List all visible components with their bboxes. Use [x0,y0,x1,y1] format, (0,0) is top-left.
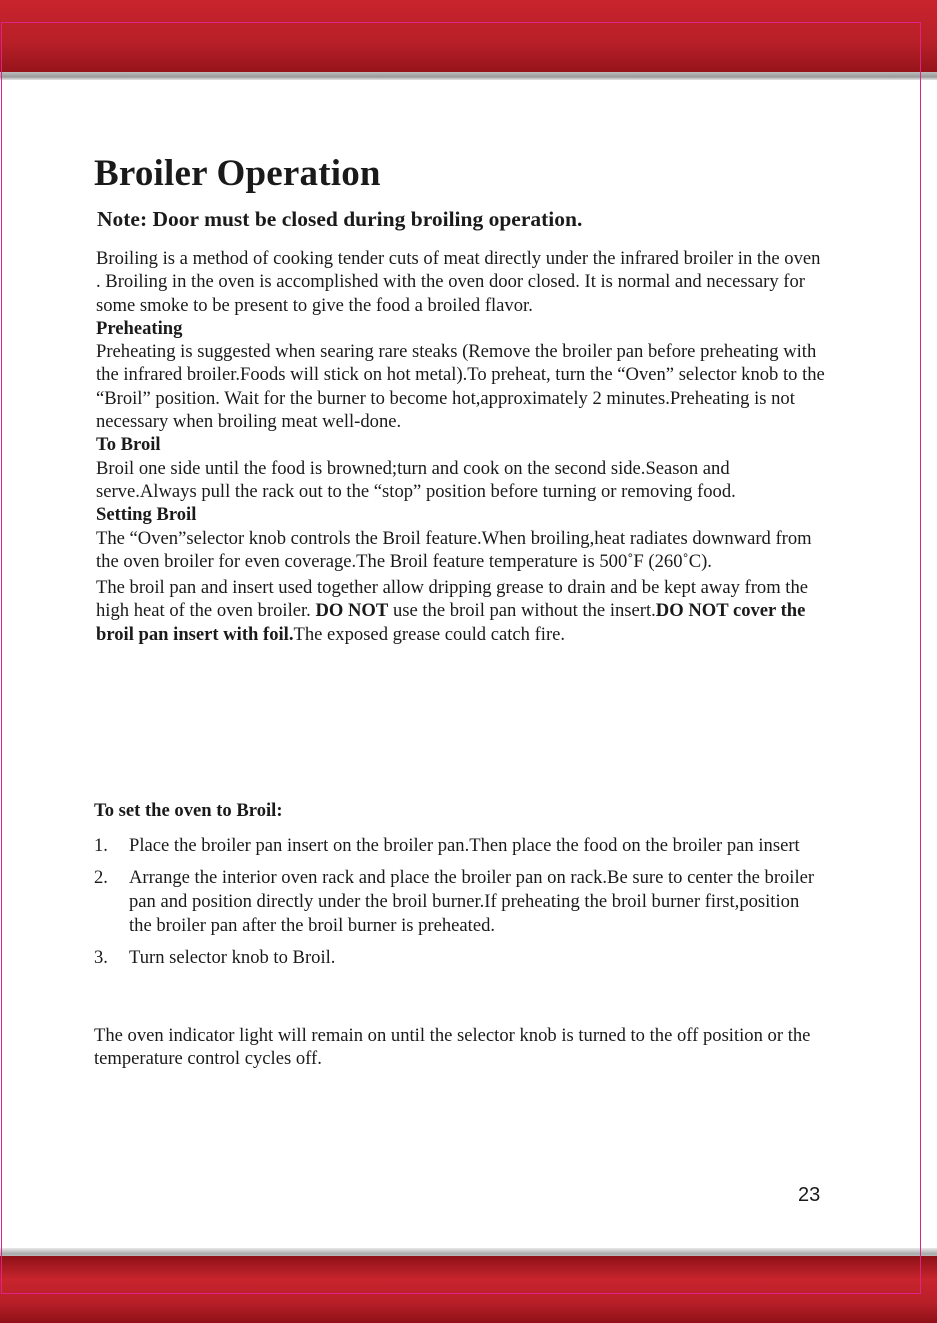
step-number: 1. [94,835,108,856]
door-note: Note: Door must be closed during broiling operation. [97,207,583,231]
step-text: Place the broiler pan insert on the broiler pan.Then place the food on the broiler pan insert [129,835,800,856]
broil-pan-text-3: The exposed grease could catch fire. [293,623,566,645]
do-not-warning-2: DO NOT cover the broil pan insert with foil. [96,600,806,645]
step-item [94,866,824,938]
intro-paragraph: Broiling is a method of cooking tender cuts of meat directly under the infrared broiler in the oven . Broiling in the oven is accomplished with the oven door closed. It is normal and necessary for some smoke to be present to give the food a broiled flavor. [96,248,821,316]
step-item [94,834,824,858]
indicator-light-note: The oven indicator light will remain on until the selector knob is turned to the off position or the temperature control cycles off. [94,1025,811,1070]
setting-broil-heading: Setting Broil [96,504,197,526]
steps-list [94,834,824,978]
do-not-warning-1: DO NOT [315,600,389,622]
step-number: 2. [94,867,108,888]
step-text: Arrange the interior oven rack and place the broiler pan on rack.Be sure to center the broiler pan and position directly under the broil burner.If preheating the broil burner first,position the broiler pan after the broil burner is preheated. [129,867,815,936]
page-number: 23 [798,1184,821,1206]
footer-band [0,1256,937,1323]
to-broil-paragraph: Broil one side until the food is browned;turn and cook on the second side.Season and serve.Always pull the rack out to the “stop” position before turning or removing food. [96,457,736,502]
main-text [96,247,826,646]
broil-pan-paragraph [96,576,826,646]
broil-pan-text-2: use the broil pan without the insert. [388,600,656,622]
header-band [0,0,937,78]
step-text: Turn selector knob to Broil. [129,947,336,968]
setting-broil-paragraph: The “Oven”selector knob controls the Broil feature.When broiling,heat radiates downward from the oven broiler for even coverage.The Broil feature temperature is 500˚F (260˚C). [96,527,812,572]
preheating-heading: Preheating [96,317,183,339]
step-number: 3. [94,947,108,968]
step-item [94,946,824,970]
preheating-paragraph: Preheating is suggested when searing rare steaks (Remove the broiler pan before preheating with the infrared broiler.Foods will stick on hot metal).To preheat, turn the “Oven” selector knob to the “Broil” position. Wait for the burner to become hot,approximately 2 minutes.Preheating is not necessary when broiling meat well-done. [96,341,825,433]
to-broil-heading: To Broil [96,434,161,456]
header-band-shadow [0,72,937,80]
broil-pan-text-1: The broil pan and insert used together allow dripping grease to drain and be kept away from the high heat of the oven broiler. [96,577,809,622]
page-title: Broiler Operation [94,153,381,194]
steps-heading: To set the oven to Broil: [94,800,283,821]
